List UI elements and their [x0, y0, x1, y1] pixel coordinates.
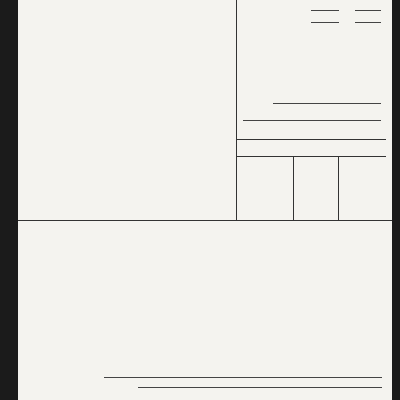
health-grid: [18, 0, 238, 160]
section-divider: [236, 0, 237, 220]
record-card: [18, 0, 392, 400]
immunization-section: [243, 0, 383, 30]
